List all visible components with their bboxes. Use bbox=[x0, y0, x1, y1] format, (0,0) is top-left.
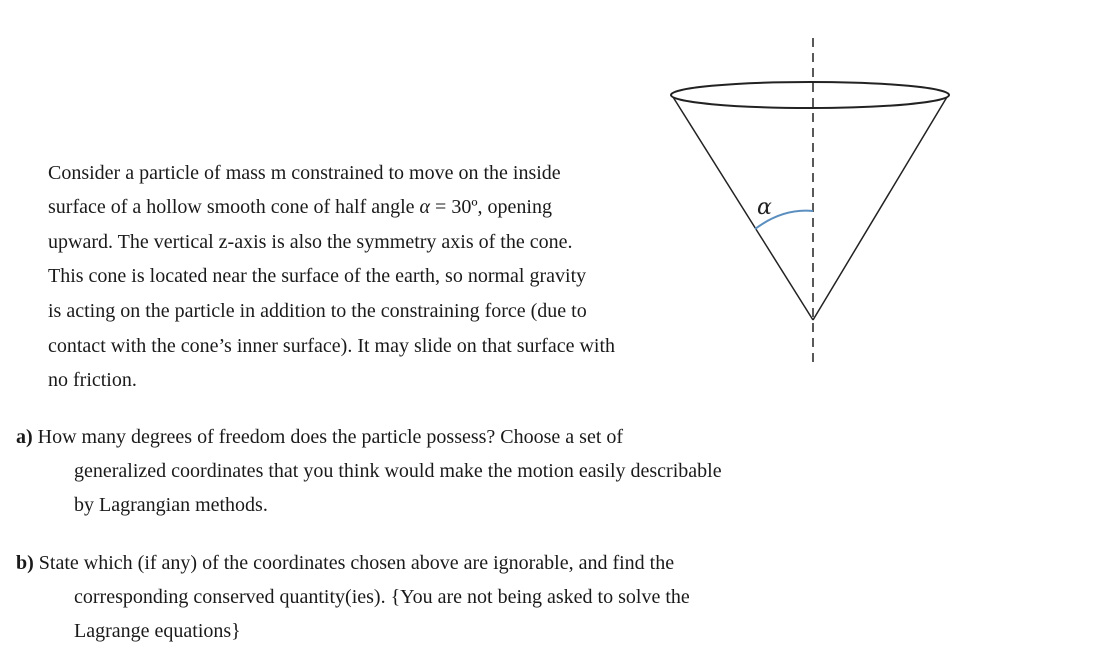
intro-line: contact with the cone’s inner surface). It may slide on that surface with bbox=[48, 335, 616, 357]
cone-rim bbox=[671, 82, 949, 108]
question-b-text: State which (if any) of the coordinates chosen above are ignorable, and find the bbox=[38, 552, 675, 574]
intro-line: no friction. bbox=[48, 369, 137, 391]
intro-text: = 30º, opening bbox=[430, 196, 552, 218]
question-a-label: a) bbox=[16, 426, 33, 448]
question-b-line: corresponding conserved quantity(ies). {You are not being asked to solve the bbox=[74, 586, 690, 608]
cone-right-side bbox=[813, 97, 947, 320]
angle-label: α bbox=[757, 195, 772, 220]
question-b-line: Lagrange equations} bbox=[74, 620, 241, 642]
question-a-text: How many degrees of freedom does the particle possess? Choose a set of bbox=[37, 426, 624, 448]
question-a-line: generalized coordinates that you think would make the motion easily describable bbox=[74, 460, 722, 482]
intro-line: upward. The vertical z-axis is also the symmetry axis of the cone. bbox=[48, 231, 573, 253]
intro-line: This cone is located near the surface of the earth, so normal gravity bbox=[48, 265, 587, 287]
alpha-symbol: α bbox=[419, 196, 431, 218]
intro-line: Consider a particle of mass m constrained to move on the inside bbox=[48, 162, 561, 184]
cone-left-side bbox=[673, 97, 813, 320]
intro-line: is acting on the particle in addition to the constraining force (due to bbox=[48, 300, 587, 322]
intro-text: surface of a hollow smooth cone of half angle bbox=[48, 196, 420, 218]
question-a-line bbox=[16, 425, 623, 449]
question-a-line: by Lagrangian methods. bbox=[74, 494, 268, 516]
question-b-line bbox=[16, 551, 674, 575]
intro-line bbox=[48, 195, 552, 219]
question-b-label: b) bbox=[16, 552, 34, 574]
